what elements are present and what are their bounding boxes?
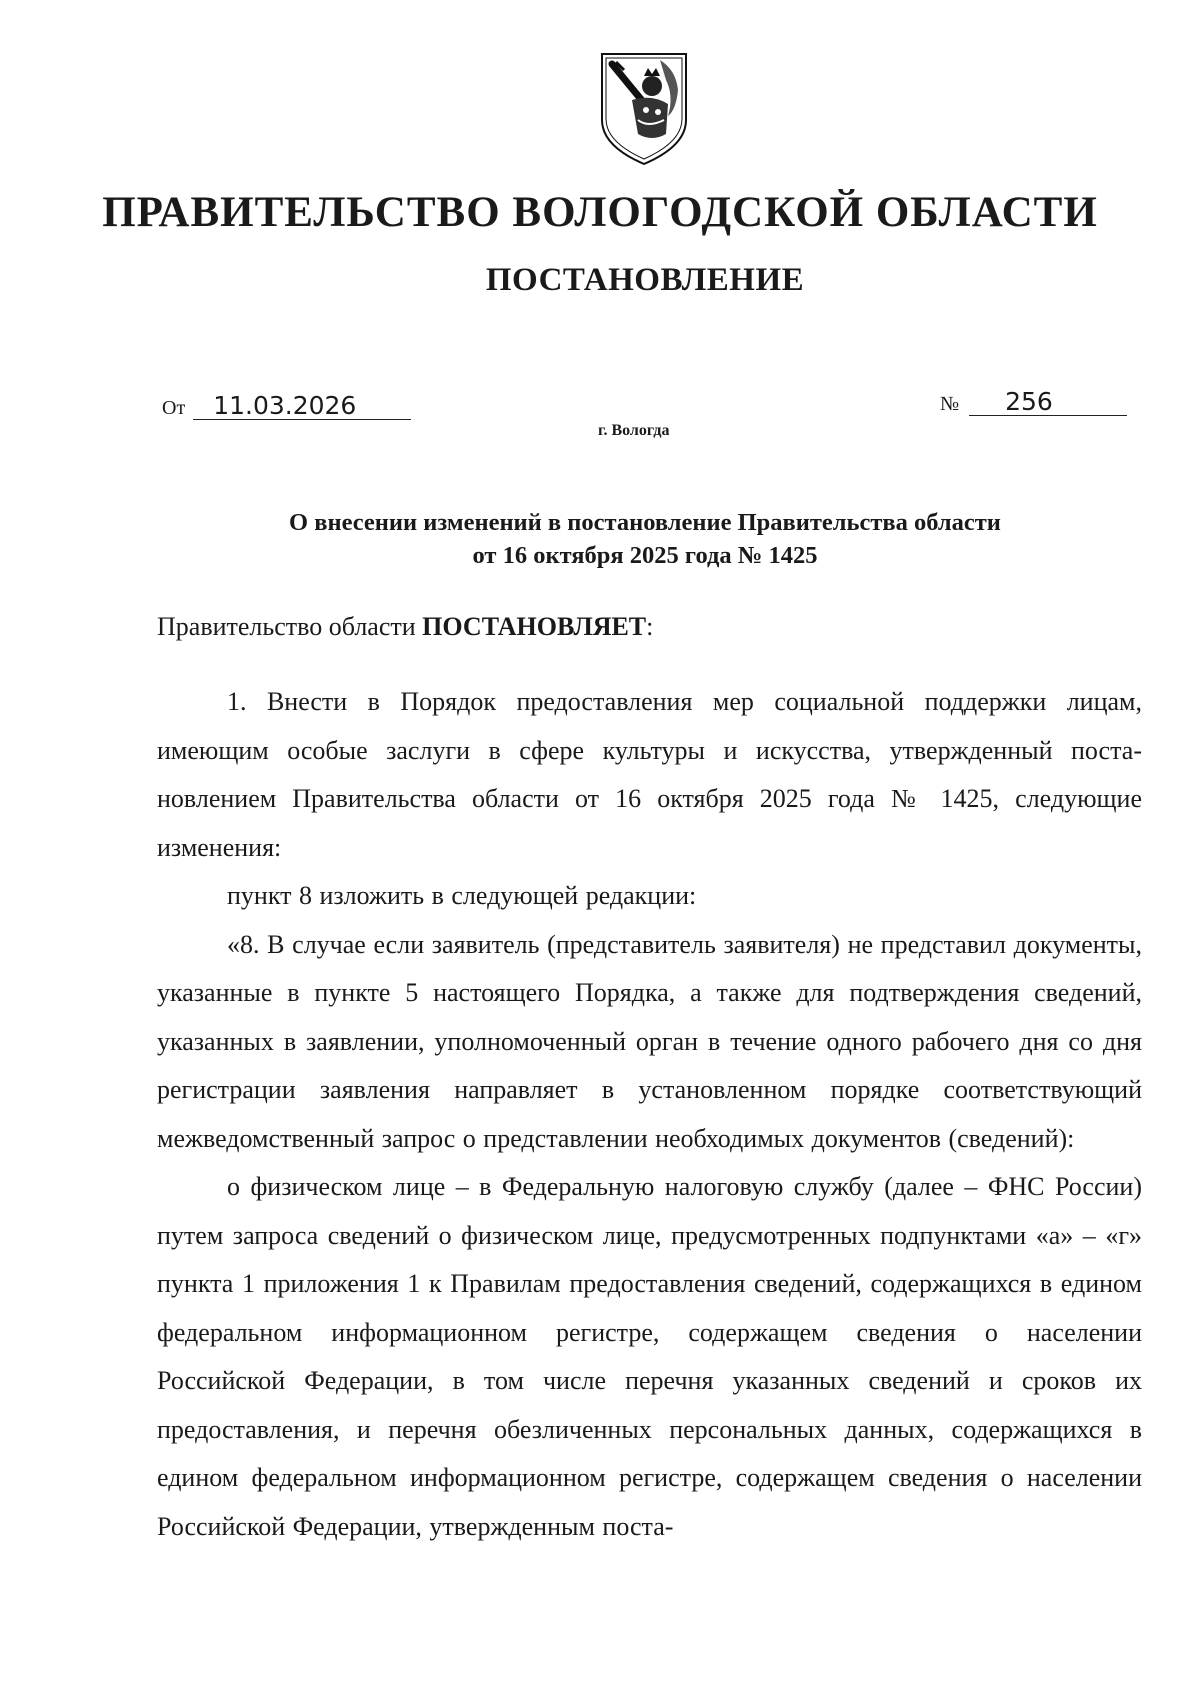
paragraph-2: пункт 8 изложить в следующей редакции: [227, 881, 697, 910]
intro-colon: : [646, 612, 654, 641]
city-label: г. Вологда [598, 422, 670, 439]
intro-line [157, 612, 653, 642]
paragraph-1: 1. Внести в Порядок предоставления мер социальной поддержки лицам, имеющим особые заслуги в сфере культуры и искусства, утвержденный постановлением Правительства области от 16 октября 2025 года № 1425, следующие изменения: [157, 687, 1142, 862]
document-number: 256 [969, 388, 1127, 416]
document-heading [0, 506, 1200, 572]
number-field [940, 388, 1127, 416]
paragraph-4: о физическом лице – в Федеральную налоговую службу (далее – ФНС России) путем запроса сведений о физическом лице, предусмотренных подпунктами «а» – «г» пункта 1 приложения 1 к Правилам предоставления сведений, содержащихся в едином федеральном информационном регистре, содержащем сведения о населении Российской Федерации, в том числе перечня указанных сведений и сроков их предоставления, и перечня обезличенных персональных данных, содержащихся в едином федеральном информационном регистре, содержащем сведения о населении Российской Федерации, утвержденным поста- [157, 1172, 1142, 1541]
date-field [162, 392, 411, 420]
vologda-coat-of-arms-icon [598, 50, 690, 168]
paragraph-3: «8. В случае если заявитель (представитель заявителя) не представил документы, указанные в пункте 5 настоящего Порядка, а также для подтверждения сведений, указанных в заявлении, уполномоченный орган в течение одного рабочего дня со дня регистрации заявления направляет в установленном порядке соответствующий межведомственный запрос о представлении необходимых документов (сведений): [157, 929, 1142, 1153]
intro-emphasis: ПОСТАНОВЛЯЕТ [422, 612, 647, 641]
document-body [157, 678, 1142, 1551]
heading-line-1: О внесении изменений в постановление Правительства области [289, 509, 1001, 536]
document-type: ПОСТАНОВЛЕНИЕ [485, 262, 805, 298]
heading-line-2: от 16 октября 2025 года № 1425 [472, 542, 818, 569]
government-title: ПРАВИТЕЛЬСТВО ВОЛОГОДСКОЙ ОБЛАСТИ [102, 189, 1098, 236]
document-date: 11.03.2026 [193, 392, 411, 420]
intro-text: Правительство области [157, 612, 423, 641]
date-prefix: От [162, 397, 186, 419]
number-prefix: № [940, 393, 960, 415]
